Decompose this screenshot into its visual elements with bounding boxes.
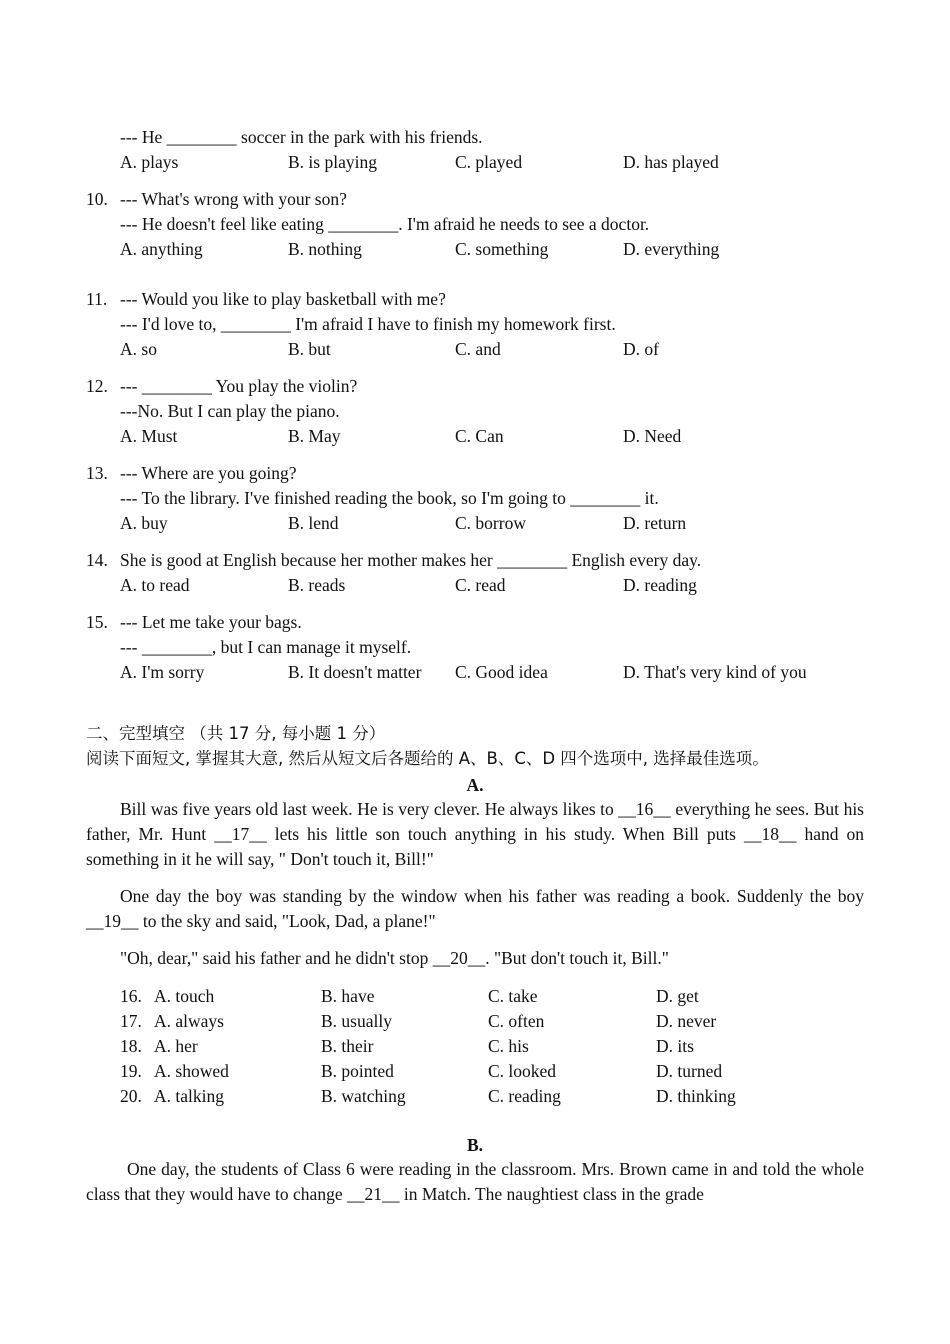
q10-options bbox=[120, 239, 880, 259]
q14-options bbox=[120, 575, 880, 595]
q10-option-a[interactable]: A. anything bbox=[120, 239, 203, 259]
section-heading: 二、完型填空 （共 17 分, 每小题 1 分） bbox=[86, 724, 386, 743]
cloze-option-row bbox=[120, 986, 880, 1006]
q15-number: 15. bbox=[86, 612, 108, 632]
q12-options bbox=[120, 426, 880, 446]
cloze-number: 16. bbox=[120, 986, 142, 1006]
cloze-option-b[interactable]: B. their bbox=[321, 1036, 374, 1056]
q12-option-a[interactable]: A. Must bbox=[120, 426, 178, 446]
q15-line-2: --- ________, but I can manage it myself. bbox=[120, 637, 412, 657]
q12-number: 12. bbox=[86, 376, 108, 396]
q9-option-a[interactable]: A. plays bbox=[120, 152, 179, 172]
cloze-option-c[interactable]: C. take bbox=[488, 986, 538, 1006]
q10-line-1: --- What's wrong with your son? bbox=[120, 189, 347, 209]
q9-option-c[interactable]: C. played bbox=[455, 152, 523, 172]
passage-a-paragraph-2: One day the boy was standing by the window when his father was reading a book. Suddenly the boy __19__ to the sky and said, "Look, Dad, a plane!" bbox=[86, 886, 864, 931]
q11-option-b[interactable]: B. but bbox=[288, 339, 331, 359]
q9-options bbox=[120, 152, 880, 172]
q9-line: --- He ________ soccer in the park with his friends. bbox=[120, 127, 483, 147]
q12-option-b[interactable]: B. May bbox=[288, 426, 341, 446]
q13-option-d[interactable]: D. return bbox=[623, 513, 687, 533]
q13-line-1: --- Where are you going? bbox=[120, 463, 297, 483]
q14-option-a[interactable]: A. to read bbox=[120, 575, 190, 595]
cloze-option-a[interactable]: A. her bbox=[154, 1036, 198, 1056]
q11-options bbox=[120, 339, 880, 359]
q12-line-1: --- ________ You play the violin? bbox=[120, 376, 358, 396]
cloze-option-row bbox=[120, 1061, 880, 1081]
q11-option-c[interactable]: C. and bbox=[455, 339, 501, 359]
q14-option-d[interactable]: D. reading bbox=[623, 575, 697, 595]
passage-b-paragraph-1: One day, the students of Class 6 were reading in the classroom. Mrs. Brown came in and told the whole class that they would have to change __21__ in Match. The naughtiest class in the grade bbox=[86, 1159, 864, 1204]
q15-option-b[interactable]: B. It doesn't matter bbox=[288, 662, 422, 682]
q10-option-d[interactable]: D. everything bbox=[623, 239, 720, 259]
q15-option-a[interactable]: A. I'm sorry bbox=[120, 662, 205, 682]
q15-option-c[interactable]: C. Good idea bbox=[455, 662, 548, 682]
q11-option-a[interactable]: A. so bbox=[120, 339, 157, 359]
q9-option-d[interactable]: D. has played bbox=[623, 152, 719, 172]
passage-a-title: A. bbox=[466, 775, 484, 795]
q10-number: 10. bbox=[86, 189, 108, 209]
q13-option-c[interactable]: C. borrow bbox=[455, 513, 526, 533]
q12-option-d[interactable]: D. Need bbox=[623, 426, 682, 446]
cloze-option-d[interactable]: D. turned bbox=[656, 1061, 723, 1081]
q13-line-2: --- To the library. I've finished reading the book, so I'm going to ________ it. bbox=[120, 488, 659, 508]
q11-line-2: --- I'd love to, ________ I'm afraid I have to finish my homework first. bbox=[120, 314, 616, 334]
cloze-number: 18. bbox=[120, 1036, 142, 1056]
q15-options bbox=[120, 662, 880, 682]
cloze-option-a[interactable]: A. touch bbox=[154, 986, 215, 1006]
q13-number: 13. bbox=[86, 463, 108, 483]
cloze-option-a[interactable]: A. always bbox=[154, 1011, 224, 1031]
cloze-option-b[interactable]: B. pointed bbox=[321, 1061, 394, 1081]
q14-option-b[interactable]: B. reads bbox=[288, 575, 346, 595]
cloze-number: 17. bbox=[120, 1011, 142, 1031]
q15-line-1: --- Let me take your bags. bbox=[120, 612, 302, 632]
q13-options bbox=[120, 513, 880, 533]
cloze-option-c[interactable]: C. often bbox=[488, 1011, 545, 1031]
cloze-option-c[interactable]: C. reading bbox=[488, 1086, 561, 1106]
q14-number: 14. bbox=[86, 550, 108, 570]
q14-line-1: She is good at English because her mother makes her ________ English every day. bbox=[120, 550, 702, 570]
cloze-option-b[interactable]: B. watching bbox=[321, 1086, 406, 1106]
cloze-option-row bbox=[120, 1086, 880, 1106]
q11-option-d[interactable]: D. of bbox=[623, 339, 659, 359]
cloze-option-b[interactable]: B. usually bbox=[321, 1011, 392, 1031]
passage-a-paragraph-3: "Oh, dear," said his father and he didn't stop __20__. "But don't touch it, Bill." bbox=[120, 948, 669, 968]
q10-option-b[interactable]: B. nothing bbox=[288, 239, 362, 259]
q15-option-d[interactable]: D. That's very kind of you bbox=[623, 662, 807, 682]
cloze-option-d[interactable]: D. get bbox=[656, 986, 699, 1006]
cloze-option-c[interactable]: C. looked bbox=[488, 1061, 557, 1081]
cloze-number: 19. bbox=[120, 1061, 142, 1081]
q13-option-a[interactable]: A. buy bbox=[120, 513, 168, 533]
q14-option-c[interactable]: C. read bbox=[455, 575, 506, 595]
cloze-option-d[interactable]: D. thinking bbox=[656, 1086, 736, 1106]
q11-line-1: --- Would you like to play basketball with me? bbox=[120, 289, 446, 309]
q9-option-b[interactable]: B. is playing bbox=[288, 152, 377, 172]
cloze-option-a[interactable]: A. showed bbox=[154, 1061, 229, 1081]
cloze-option-d[interactable]: D. its bbox=[656, 1036, 694, 1056]
cloze-option-row bbox=[120, 1011, 880, 1031]
q11-number: 11. bbox=[86, 289, 108, 309]
cloze-option-row bbox=[120, 1036, 880, 1056]
q10-line-2: --- He doesn't feel like eating ________. I'm afraid he needs to see a doctor. bbox=[120, 214, 650, 234]
passage-b-title: B. bbox=[466, 1135, 484, 1155]
q13-option-b[interactable]: B. lend bbox=[288, 513, 339, 533]
passage-a-paragraph-1: Bill was five years old last week. He is very clever. He always likes to __16__ everything he sees. But his father, Mr. Hunt __17__ lets his little son touch anything in his study. When Bill puts __18__ hand on something in it he will say, " Don't touch it, Bill!" bbox=[86, 799, 864, 869]
cloze-option-d[interactable]: D. never bbox=[656, 1011, 717, 1031]
cloze-number: 20. bbox=[120, 1086, 142, 1106]
q12-option-c[interactable]: C. Can bbox=[455, 426, 504, 446]
section-instruction: 阅读下面短文, 掌握其大意, 然后从短文后各题给的 A、B、C、D 四个选项中, 选择最佳选项。 bbox=[86, 749, 769, 768]
q12-line-2: ---No. But I can play the piano. bbox=[120, 401, 340, 421]
cloze-option-a[interactable]: A. talking bbox=[154, 1086, 224, 1106]
q10-option-c[interactable]: C. something bbox=[455, 239, 549, 259]
cloze-option-b[interactable]: B. have bbox=[321, 986, 375, 1006]
cloze-option-c[interactable]: C. his bbox=[488, 1036, 529, 1056]
